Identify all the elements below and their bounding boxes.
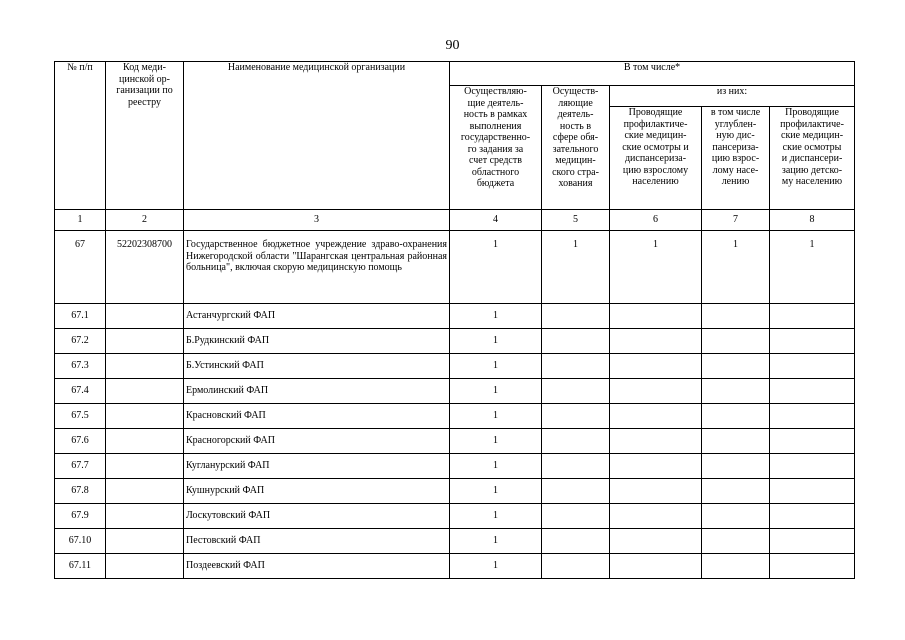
row-num: 67.4 [55,379,106,404]
row-c4: 1 [450,479,542,504]
row-c6 [610,504,702,529]
row-c6 [610,554,702,579]
row-c7 [702,529,770,554]
row-code [106,329,184,354]
row-c8 [770,379,855,404]
row-c5 [542,554,610,579]
table-row [55,529,855,554]
row-code [106,479,184,504]
row-code [106,454,184,479]
row-c5 [542,304,610,329]
table-row [55,429,855,454]
row-org-name: Красновский ФАП [184,404,450,429]
table-row [55,404,855,429]
row-c7 [702,479,770,504]
row-c5 [542,479,610,504]
row-code [106,504,184,529]
row-c5 [542,379,610,404]
col-number: 4 [450,210,542,231]
col-number: 5 [542,210,610,231]
row-c7 [702,454,770,479]
col-number: 6 [610,210,702,231]
row-org-name: Б.Устинский ФАП [184,354,450,379]
row-num: 67.2 [55,329,106,354]
row-code [106,354,184,379]
row-c7: 1 [702,231,770,304]
row-num: 67.9 [55,504,106,529]
row-code [106,529,184,554]
row-c7 [702,429,770,454]
row-c5 [542,354,610,379]
row-num: 67.10 [55,529,106,554]
row-c5: 1 [542,231,610,304]
row-c6 [610,329,702,354]
header-subgroup: из них: [610,86,855,107]
row-c7 [702,404,770,429]
row-c6 [610,304,702,329]
header-num: № п/п [55,62,106,210]
row-c4: 1 [450,354,542,379]
row-num: 67.1 [55,304,106,329]
row-c7 [702,554,770,579]
row-num: 67.5 [55,404,106,429]
row-code [106,429,184,454]
row-c8 [770,429,855,454]
row-code [106,379,184,404]
table-row [55,504,855,529]
row-c8 [770,529,855,554]
header-org-name: Наименование медицинской организации [184,62,450,210]
row-org-name: Государственное бюджетное учреждение здраво-охранения Нижегородской области "Шарангская центральная районная больница", включая скорую медицинскую помощь [184,231,450,304]
row-num: 67 [55,231,106,304]
row-c7 [702,304,770,329]
row-c6 [610,454,702,479]
table-row [55,554,855,579]
row-org-name: Поздеевский ФАП [184,554,450,579]
table-row [55,304,855,329]
row-c8 [770,329,855,354]
row-c5 [542,529,610,554]
row-c5 [542,404,610,429]
col-number: 7 [702,210,770,231]
row-code [106,304,184,329]
row-c4: 1 [450,554,542,579]
column-number-row [55,210,855,231]
row-c5 [542,429,610,454]
row-c6 [610,379,702,404]
row-c7 [702,504,770,529]
row-c7 [702,329,770,354]
table-row-main [55,231,855,304]
header-col8: Проводящие профилактиче- ские медицин- ские осмотры и диспансери- зацию детско- му населению [770,107,855,210]
row-c6 [610,529,702,554]
row-c7 [702,379,770,404]
row-c8 [770,404,855,429]
row-c5 [542,454,610,479]
header-row-1 [55,62,855,86]
row-c7 [702,354,770,379]
row-org-name: Ермолинский ФАП [184,379,450,404]
table-row [55,479,855,504]
row-c4: 1 [450,454,542,479]
row-c4: 1 [450,329,542,354]
row-c6 [610,479,702,504]
row-num: 67.3 [55,354,106,379]
row-org-name: Красногорский ФАП [184,429,450,454]
col-number: 3 [184,210,450,231]
row-c8 [770,479,855,504]
row-c4: 1 [450,529,542,554]
row-org-name: Пестовский ФАП [184,529,450,554]
row-c8 [770,304,855,329]
col-number: 8 [770,210,855,231]
row-c6: 1 [610,231,702,304]
row-c6 [610,429,702,454]
table-row [55,379,855,404]
table-row [55,454,855,479]
row-num: 67.6 [55,429,106,454]
col-number: 1 [55,210,106,231]
row-c4: 1 [450,231,542,304]
row-c4: 1 [450,404,542,429]
row-c6 [610,354,702,379]
row-c8 [770,354,855,379]
table-row [55,354,855,379]
row-org-name: Астанчургский ФАП [184,304,450,329]
row-c8 [770,504,855,529]
row-code: 52202308700 [106,231,184,304]
row-num: 67.7 [55,454,106,479]
header-group: В том числе* [450,62,855,86]
header-col4: Осуществляю- щие деятель- ность в рамках выполнения государственно- го задания за счет средств областного бюджета [450,86,542,210]
row-c6 [610,404,702,429]
row-code [106,404,184,429]
col-number: 2 [106,210,184,231]
header-code: Код меди- цинской ор- ганизации по реестру [106,62,184,210]
table-row [55,329,855,354]
row-c4: 1 [450,304,542,329]
row-c4: 1 [450,504,542,529]
row-org-name: Кушнурский ФАП [184,479,450,504]
header-col7: в том числе углублен- ную дис- пансериза- цию взрос- лому насе- лению [702,107,770,210]
row-c5 [542,504,610,529]
header-col6: Проводящие профилактиче- ские медицин- ские осмотры и диспансериза- цию взрослому населению [610,107,702,210]
row-c5 [542,329,610,354]
page-number: 90 [445,38,460,53]
medical-organizations-table [54,61,855,579]
row-code [106,554,184,579]
row-c8 [770,554,855,579]
header-col5: Осуществ- ляющие деятель- ность в сфере обя- зательного медицин- ского стра- хования [542,86,610,210]
row-c8: 1 [770,231,855,304]
row-num: 67.8 [55,479,106,504]
row-c4: 1 [450,379,542,404]
row-num: 67.11 [55,554,106,579]
row-org-name: Кугланурский ФАП [184,454,450,479]
row-org-name: Б.Рудкинский ФАП [184,329,450,354]
row-org-name: Лоскутовский ФАП [184,504,450,529]
row-c4: 1 [450,429,542,454]
row-c8 [770,454,855,479]
